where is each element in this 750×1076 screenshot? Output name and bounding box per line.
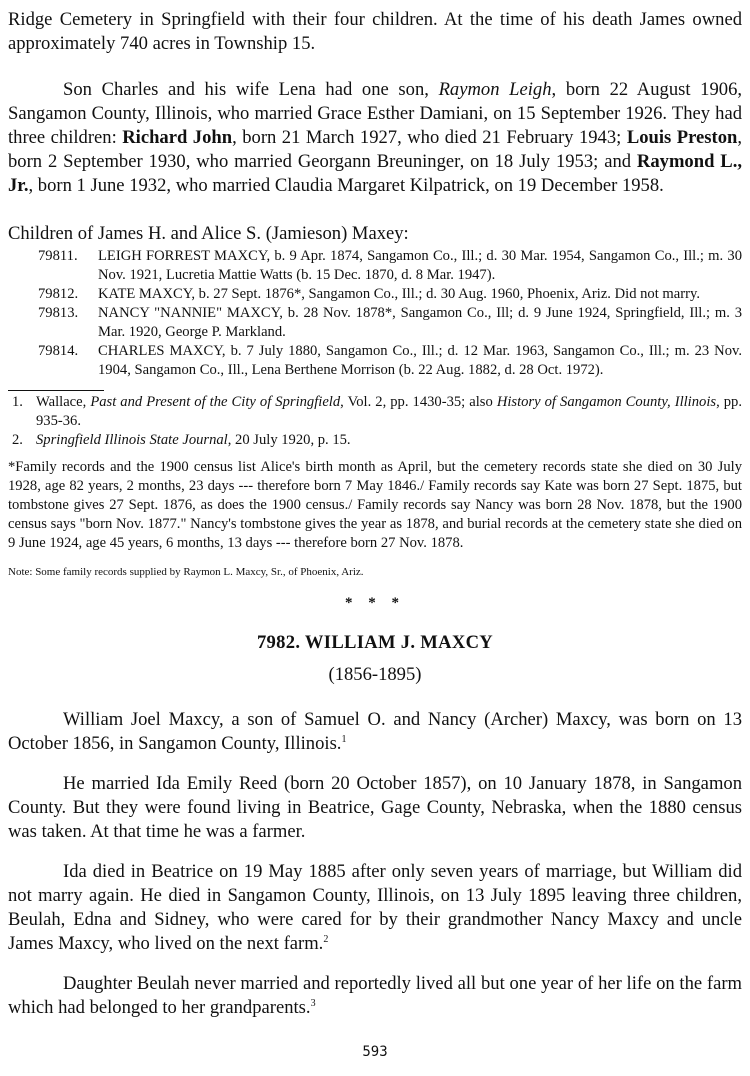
footnote-2 — [8, 431, 742, 450]
footnote-divider — [8, 390, 104, 391]
william-paragraph-2: He married Ida Emily Reed (born 20 October 1857), on 10 January 1878, in Sangamon County. But they were found living in Beatrice, Gage County, Nebraska, when the 1880 census was taken. At that time he was a farmer. — [8, 773, 742, 842]
child-text: CHARLES MAXCY, b. 7 July 1880, Sangamon Co., Ill.; d. 12 Mar. 1963, Sangamon Co., Ill.; m. 23 Nov. 1904, Sangamon Co., Ill., Lena Berthene Morrison (b. 22 Aug. 1882, d. 28 Oct. 1972). — [98, 343, 742, 378]
child-entry — [8, 342, 742, 380]
children-heading: Children of James H. and Alice S. (Jamieson) Maxey: — [8, 223, 409, 244]
child-text: KATE MAXCY, b. 27 Sept. 1876*, Sangamon Co., Ill.; d. 30 Aug. 1960, Phoenix, Ariz. Did not marry. — [98, 286, 700, 302]
children-list — [8, 247, 742, 380]
child-number: 79812. — [38, 286, 79, 302]
continuation-paragraph: Ridge Cemetery in Springfield with their four children. At the time of his death James owned approximately 740 acres in Township 15. — [8, 9, 742, 54]
paragraph-text: William Joel Maxcy, a son of Samuel O. and Nancy (Archer) Maxcy, was born on 13 October 1856, in Sangamon County, Illinois. — [8, 709, 742, 754]
child-number: 79813. — [38, 305, 79, 321]
child-text: NANCY "NANNIE" MAXCY, b. 28 Nov. 1878*, Sangamon Co., Ill; d. 9 June 1924, Springfield, Ill.; m. 3 Mar. 1920, George P. Markland. — [98, 305, 742, 340]
footnote-number: 1. — [12, 394, 23, 410]
footnotes — [8, 393, 742, 579]
paragraph-text: Ida died in Beatrice on 19 May 1885 after only seven years of marriage, but William did not marry again. He died in Sangamon County, Illinois, on 13 July 1895 leaving three children, Beulah, Edna and Sidney, who were cared for by their grandmother Nancy Maxcy and uncle James Maxcy, who lived on the next farm. — [8, 861, 742, 954]
records-note: Note: Some family records supplied by Raymon L. Maxcy, Sr., of Phoenix, Ariz. — [8, 566, 364, 578]
child-number: 79814. — [38, 343, 79, 359]
document-page — [8, 8, 742, 1020]
child-entry — [8, 304, 742, 342]
paragraph-text: , born 2 September 1930, who married Georgann Breuninger, on 18 July 1953; and — [8, 127, 742, 172]
footnote-fragment: , Vol. 2, pp. 1430-35; also — [340, 394, 497, 410]
name-richard-john: Richard John — [122, 127, 233, 148]
footnote-fragment: Wallace, — [36, 394, 91, 410]
footnote-ref: 2 — [323, 933, 329, 945]
footnote-number: 2. — [12, 432, 23, 448]
name-raymond-jr: Raymond L., Jr. — [8, 151, 742, 196]
son-charles-paragraph — [8, 78, 742, 198]
footnote-text — [36, 393, 742, 431]
footnote-title: Past and Present of the City of Springfield — [90, 394, 341, 410]
paragraph-text: Son Charles and his wife Lena had one son, — [63, 79, 439, 100]
child-number: 79811. — [38, 248, 78, 264]
footnote-title: History of Sangamon County, Illinois — [496, 394, 717, 410]
footnote-1 — [8, 393, 742, 431]
child-text: LEIGH FORREST MAXCY, b. 9 Apr. 1874, Sangamon Co., Ill.; d. 30 Mar. 1954, Sangamon Co., Ill.; m. 30 Nov. 1921, Lucretia Mattie Watts (b. 15 Dec. 1870, d. 8 Mar. 1947). — [98, 248, 742, 283]
page-number: 593 — [362, 1044, 388, 1060]
footnote-fragment: , pp. 935-36. — [36, 394, 742, 429]
section-title: 7982. WILLIAM J. MAXCY — [256, 632, 494, 653]
footnote-ref: 1 — [341, 733, 347, 745]
paragraph-text: , born 21 March 1927, who died 21 February 1943; — [232, 127, 627, 148]
footnote-fragment: , 20 July 1920, p. 15. — [227, 432, 351, 448]
william-paragraph-3 — [8, 860, 742, 956]
paragraph-text: , born 22 August 1906, Sangamon County, Illinois, who married Grace Esther Damiani, on 15 September 1926. They had three children: — [8, 79, 743, 148]
child-entry — [8, 247, 742, 285]
name-louis-preston: Louis Preston — [626, 127, 738, 148]
footnote-title: Springfield Illinois State Journal — [36, 432, 228, 448]
footnote-asterisk: *Family records and the 1900 census list Alice's birth month as April, but the cemetery records state she died on 30 July 1928, age 82 years, 2 months, 23 days --- therefore born 7 May 1846./ Family records say Kate was born 27 Sept. 1875, but tombstone gives 27 Sept. 1876, as does the 1900 census./ Family records say Nancy was born 28 Nov. 1878, but the 1900 census says "born Nov. 1877." Nancy's tombstone gives the year as 1878, and burial records at the cemetery state she died on 9 June 1924, age 45 years, 6 months, 13 days --- therefore born 27 Nov. 1878. — [8, 459, 742, 551]
paragraph-text: , born 1 June 1932, who married Claudia Margaret Kilpatrick, on 19 December 1958. — [28, 175, 664, 196]
paragraph-text: Daughter Beulah never married and reportedly lived all but one year of her life on the farm which had belonged to her grandparents. — [8, 973, 742, 1018]
william-paragraph-4 — [8, 972, 742, 1020]
child-entry — [8, 285, 742, 304]
footnote-ref: 3 — [310, 997, 316, 1009]
william-paragraph-1 — [8, 708, 742, 756]
section-years: (1856-1895) — [328, 664, 422, 685]
name-raymon-leigh: Raymon Leigh — [438, 79, 552, 100]
section-separator: * * * — [345, 595, 405, 611]
footnote-text — [36, 431, 742, 450]
